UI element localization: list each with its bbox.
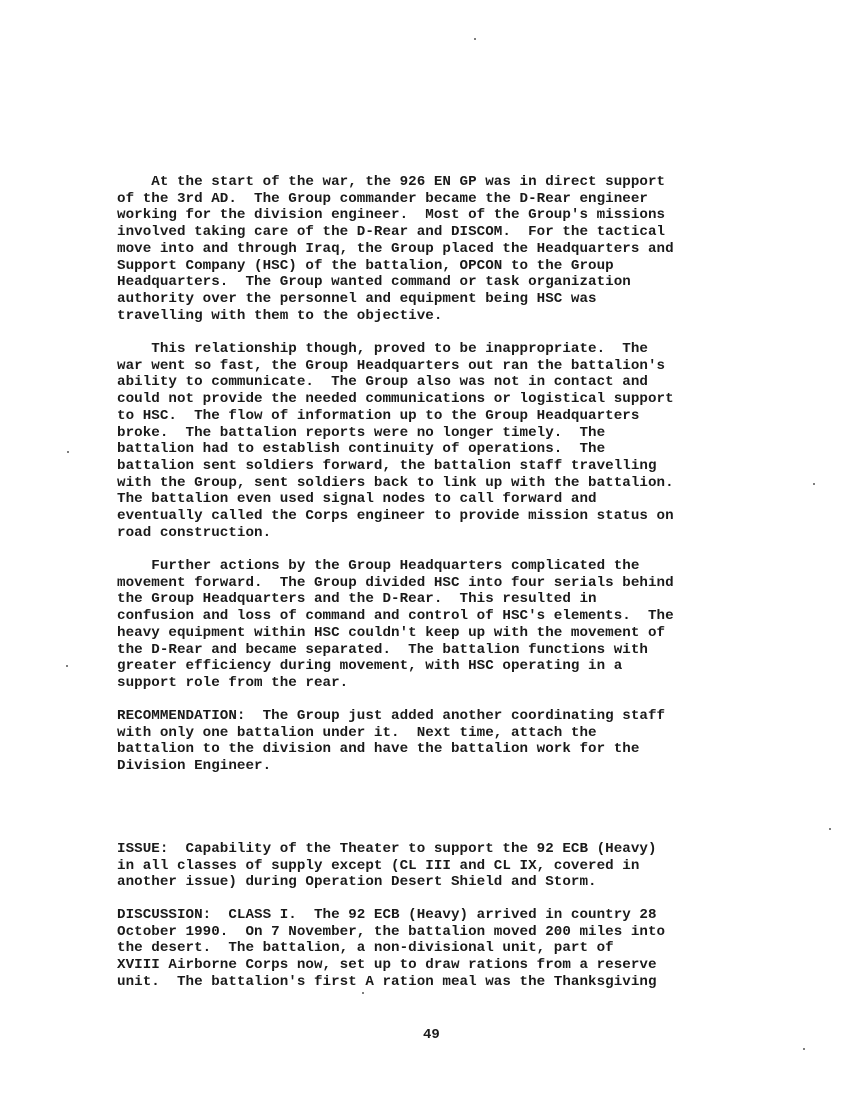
paragraph-recommendation: RECOMMENDATION: The Group just added another coordinating staff with only one battalion under it. Next time, attach the battalion to the division and have the battalion work for the Division Engineer. (117, 708, 666, 775)
paragraph-war-start: At the start of the war, the 926 EN GP was in direct support of the 3rd AD. The Group commander became the D-Rear engineer working for the division engineer. Most of the Group's missions involved taking care of the D-Rear and DISCOM. For the tactical move into and through Iraq, the Group placed the Headquarters and Support Company (HSC) of the battalion, OPCON to the Group Headquarters. The Group wanted command or task organization authority over the personnel and equipment being HSC was travelling with them to the objective. (117, 174, 674, 324)
scan-speck (362, 992, 364, 994)
scan-speck (474, 38, 476, 40)
scan-speck (829, 828, 831, 830)
scan-speck (67, 451, 69, 453)
scan-speck (813, 483, 815, 485)
paragraph-relationship: This relationship though, proved to be inappropriate. The war went so fast, the Group Headquarters out ran the battalion's ability to communicate. The Group also was not in contact and could not provide the needed communications or logistical support to HSC. The flow of information up to the Group Headquarters broke. The battalion reports were no longer timely. The battalion had to establish continuity of operations. The battalion sent soldiers forward, the battalion staff travelling with the Group, sent soldiers back to link up with the battalion. The battalion even used signal nodes to call forward and eventually called the Corps engineer to provide mission status on road construction. (117, 341, 674, 541)
scan-speck (803, 1048, 805, 1050)
page-number: 49 (423, 1027, 440, 1043)
paragraph-further-actions: Further actions by the Group Headquarters complicated the movement forward. The Group divided HSC into four serials behind the Group Headquarters and the D-Rear. This resulted in confusion and loss of command and control of HSC's elements. The heavy equipment within HSC couldn't keep up with the movement of the D-Rear and became separated. The battalion functions with greater efficiency during movement, with HSC operating in a support role from the rear. (117, 558, 674, 691)
paragraph-issue: ISSUE: Capability of the Theater to support the 92 ECB (Heavy) in all classes of supply except (CL III and CL IX, covered in another issue) during Operation Desert Shield and Storm. (117, 841, 657, 891)
scan-speck (66, 665, 68, 667)
paragraph-discussion: DISCUSSION: CLASS I. The 92 ECB (Heavy) arrived in country 28 October 1990. On 7 November, the battalion moved 200 miles into the desert. The battalion, a non-divisional unit, part of XVIII Airborne Corps now, set up to draw rations from a reserve unit. The battalion's first A ration meal was the Thanksgiving (117, 907, 666, 990)
